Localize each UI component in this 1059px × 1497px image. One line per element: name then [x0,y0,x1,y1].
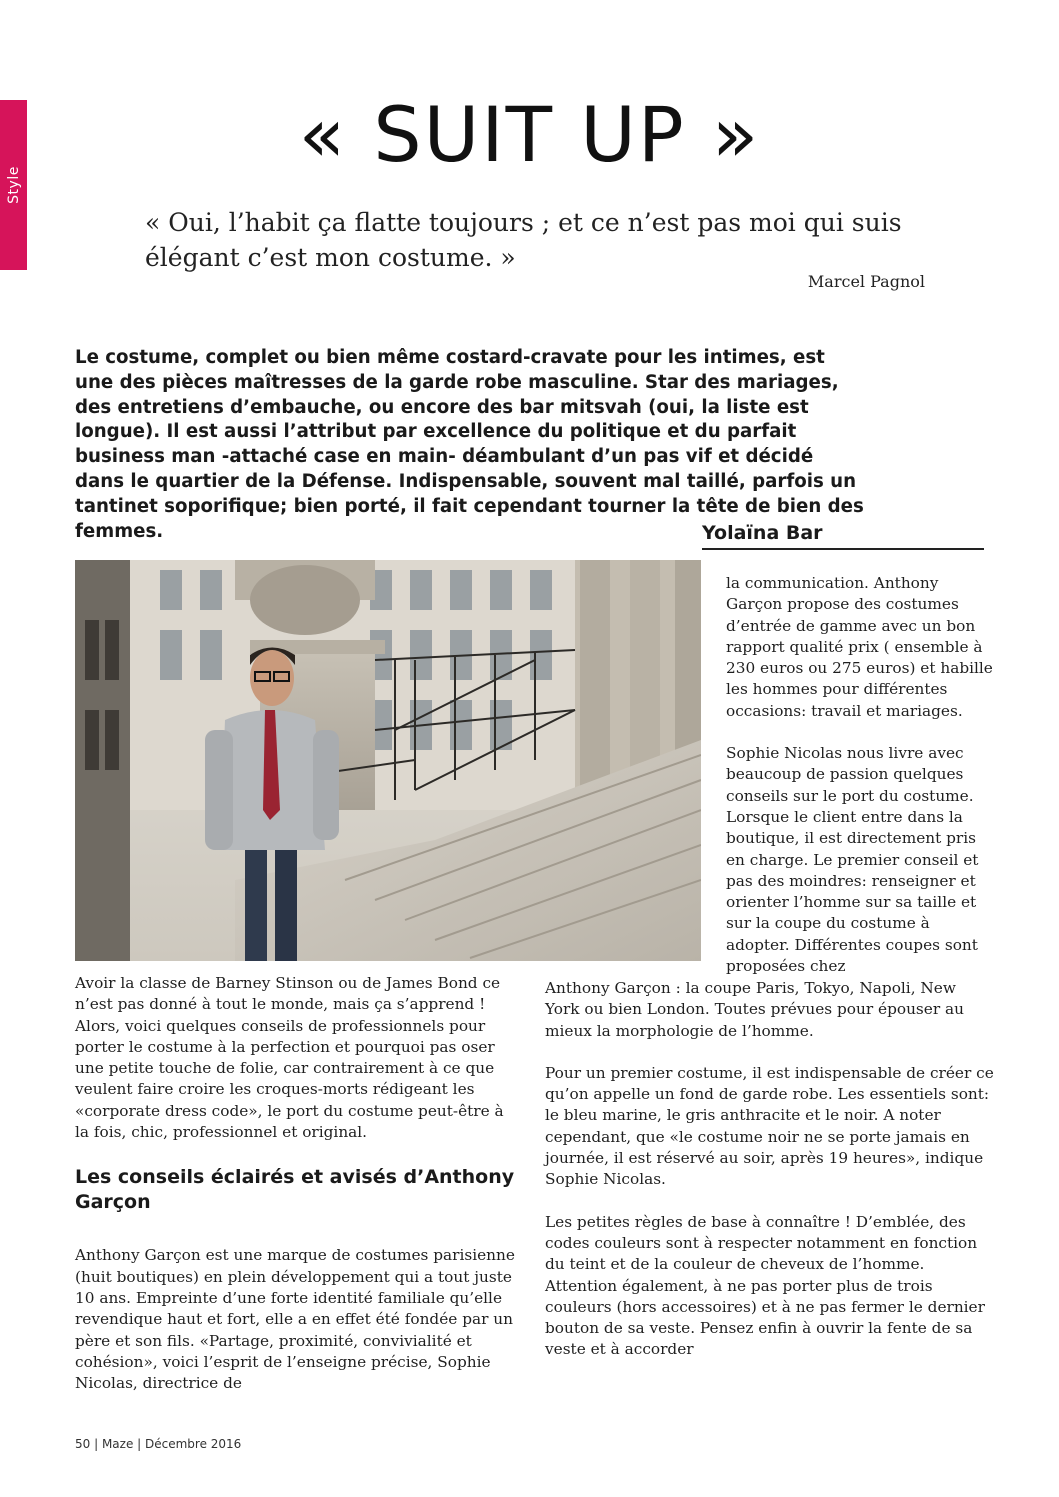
page-footer: 50 | Maze | Décembre 2016 [75,1437,242,1451]
paragraph: la communication. Anthony Garçon propose des costumes d’entrée de gamme avec un bon rapport qualité prix ( ensemble à 230 euros ou 275 euros) et habille les hommes pour différentes occasions: travail et mariages. [726,574,993,720]
paragraph: Avoir la classe de Barney Stinson ou de James Bond ce n’est pas donné à tout le monde, mais ça s’apprend ! Alors, voici quelques conseils de professionnels pour porter le costume à la perfection et pourquoi pas oser une petite touche de folie, car contrairement à ce que veulent faire croire les croques-morts rédigeant les «corporate dress code», le port du costume peut-être à la fois, chic, professionnel et original. [75,974,504,1142]
column-right-bottom [545,978,995,1361]
section-tab-label: Style [5,166,22,204]
paragraph: Anthony Garçon : la coupe Paris, Tokyo, Napoli, New York ou bien London. Toutes prévues pour épouser au mieux la morphologie de l’homme. [545,979,964,1040]
paragraph: Pour un premier costume, il est indispensable de créer ce qu’on appelle un fond de garde robe. Les essentiels sont: le bleu marine, le gris anthracite et le noir. A noter cependant, que «le costume noir ne se porte jamais en journée, il est réservé au soir, après 19 heures», indique Sophie Nicolas. [545,1063,994,1189]
epigraph-quote: « Oui, l’habit ça flatte toujours ; et ce n’est pas moi qui suis élégant c’est mon costume. » [145,208,902,272]
paragraph: Sophie Nicolas nous livre avec beaucoup de passion quelques conseils sur le port du costume. Lorsque le client entre dans la boutique, il est directement pris en charge. Le premier conseil et pas des moindres: renseigner et orienter l’homme sur sa taille et sur la coupe du costume à adopter. Différentes coupes sont proposées chez [726,744,979,976]
epigraph-author: Marcel Pagnol [807,272,925,291]
column-left [75,973,515,1394]
photo-illustration [75,560,701,961]
paragraph: Les petites règles de base à connaître ! D’emblée, des codes couleurs sont à respecter notamment en fonction du teint et de la couleur de cheveux de l’homme. Attention également, à ne pas porter plus de trois couleurs (hors accessoires) et à ne pas fermer le dernier bouton de sa veste. Pensez enfin à ouvrir la fente de sa veste et à accorder [545,1212,985,1359]
byline-author: Yolaïna Bar [702,522,823,544]
column-right-top [726,573,996,977]
byline [702,522,984,550]
section-heading: Les conseils éclairés et avisés d’Anthony Garçon [75,1166,515,1214]
article-title: « SUIT UP » [298,90,761,179]
article-photo [75,560,701,961]
article-intro: Le costume, complet ou bien même costard-cravate pour les intimes, est une des pièces maîtresses de la garde robe masculine. Star des mariages, des entretiens d’embauche, ou encore des bar mitsvah (oui, la liste est longue). Il est aussi l’attribut par excellence du politique et du parfait business man -attaché case en main- déambulant d’un pas vif et décidé dans le quartier de la Défense. Indispensable, souvent mal taillé, parfois un tantinet soporifique; bien porté, il fait cependant tourner la tête de bien des femmes. [75,347,864,542]
paragraph: Anthony Garçon est une marque de costumes parisienne (huit boutiques) en plein développement qui a tout juste 10 ans. Empreinte d’une forte identité familiale qu’elle revendique haut et fort, elle a en effet été fondée par un père et son fils. «Partage, proximité, convivialité et cohésion», voici l’esprit de l’enseigne précise, Sophie Nicolas, directrice de [75,1246,515,1393]
